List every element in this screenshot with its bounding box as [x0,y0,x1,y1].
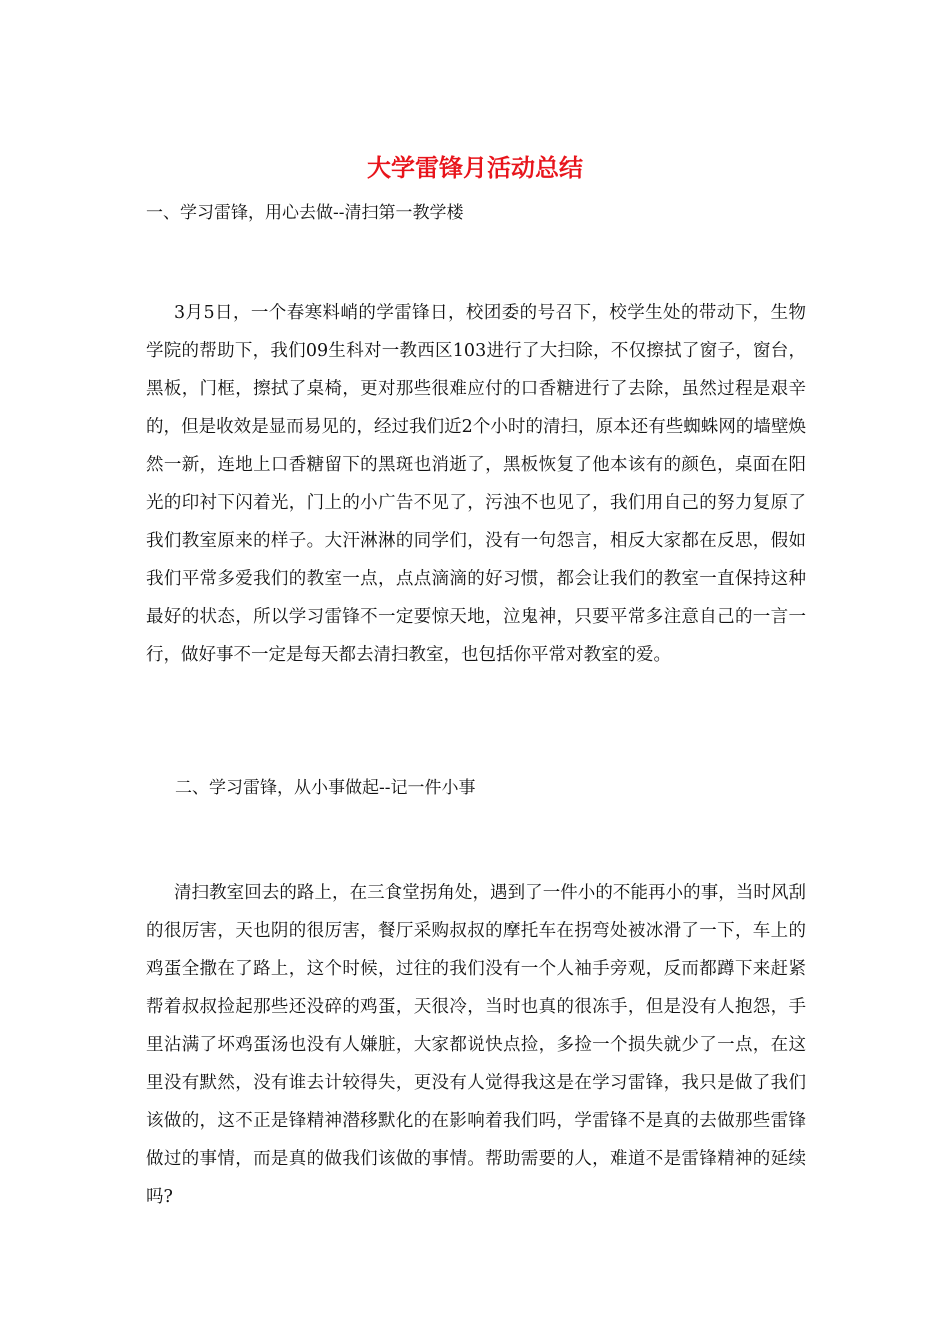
document-title: 大学雷锋月活动总结 [367,153,583,182]
section-1-paragraph: 3月5日，一个春寒料峭的学雷锋日，校团委的号召下，校学生处的带动下，生物学院的帮助下，我们09生科对一教西区103进行了大扫除，不仅擦拭了窗子，窗台，黑板，门框，擦拭了桌椅，更对那些很难应付的口香糖进行了去除，虽然过程是艰辛的，但是收效是显而易见的，经过我们近2个小时的清扫，原本还有些蜘蛛网的墙壁焕然一新，连地上口香糖留下的黑斑也消逝了，黑板恢复了他本该有的颜色，桌面在阳光的印衬下闪着光，门上的小广告不见了，污浊不也见了，我们用自己的努力复原了我们教室原来的样子。大汗淋淋的同学们，没有一句怨言，相反大家都在反思，假如我们平常多爱我们的教室一点，点点滴滴的好习惯，都会让我们的教室一直保持这种最好的状态，所以学习雷锋不一定要惊天地，泣鬼神，只要平常多注意自己的一言一行，做好事不一定是每天都去清扫教室，也包括你平常对教室的爱。 [146,303,806,665]
section-2-heading: 二、学习雷锋，从小事做起--记一件小事 [175,778,476,798]
section-2-paragraph: 清扫教室回去的路上，在三食堂拐角处，遇到了一件小的不能再小的事，当时风刮的很厉害，天也阴的很厉害，餐厅采购叔叔的摩托车在拐弯处被冰滑了一下，车上的鸡蛋全撒在了路上，这个时候，过往的我们没有一个人袖手旁观，反而都蹲下来赶紧帮着叔叔捡起那些还没碎的鸡蛋，天很冷，当时也真的很冻手，但是没有人抱怨，手里沾满了坏鸡蛋汤也没有人嫌脏，大家都说快点捡，多捡一个损失就少了一点，在这里没有默然，没有谁去计较得失，更没有人觉得我这是在学习雷锋，我只是做了我们该做的，这不正是锋精神潜移默化的在影响着我们吗，学雷锋不是真的去做那些雷锋做过的事情，而是真的做我们该做的事情。帮助需要的人，难道不是雷锋精神的延续吗? [146,883,806,1207]
section-1-heading: 一、学习雷锋，用心去做--清扫第一教学楼 [146,203,464,223]
